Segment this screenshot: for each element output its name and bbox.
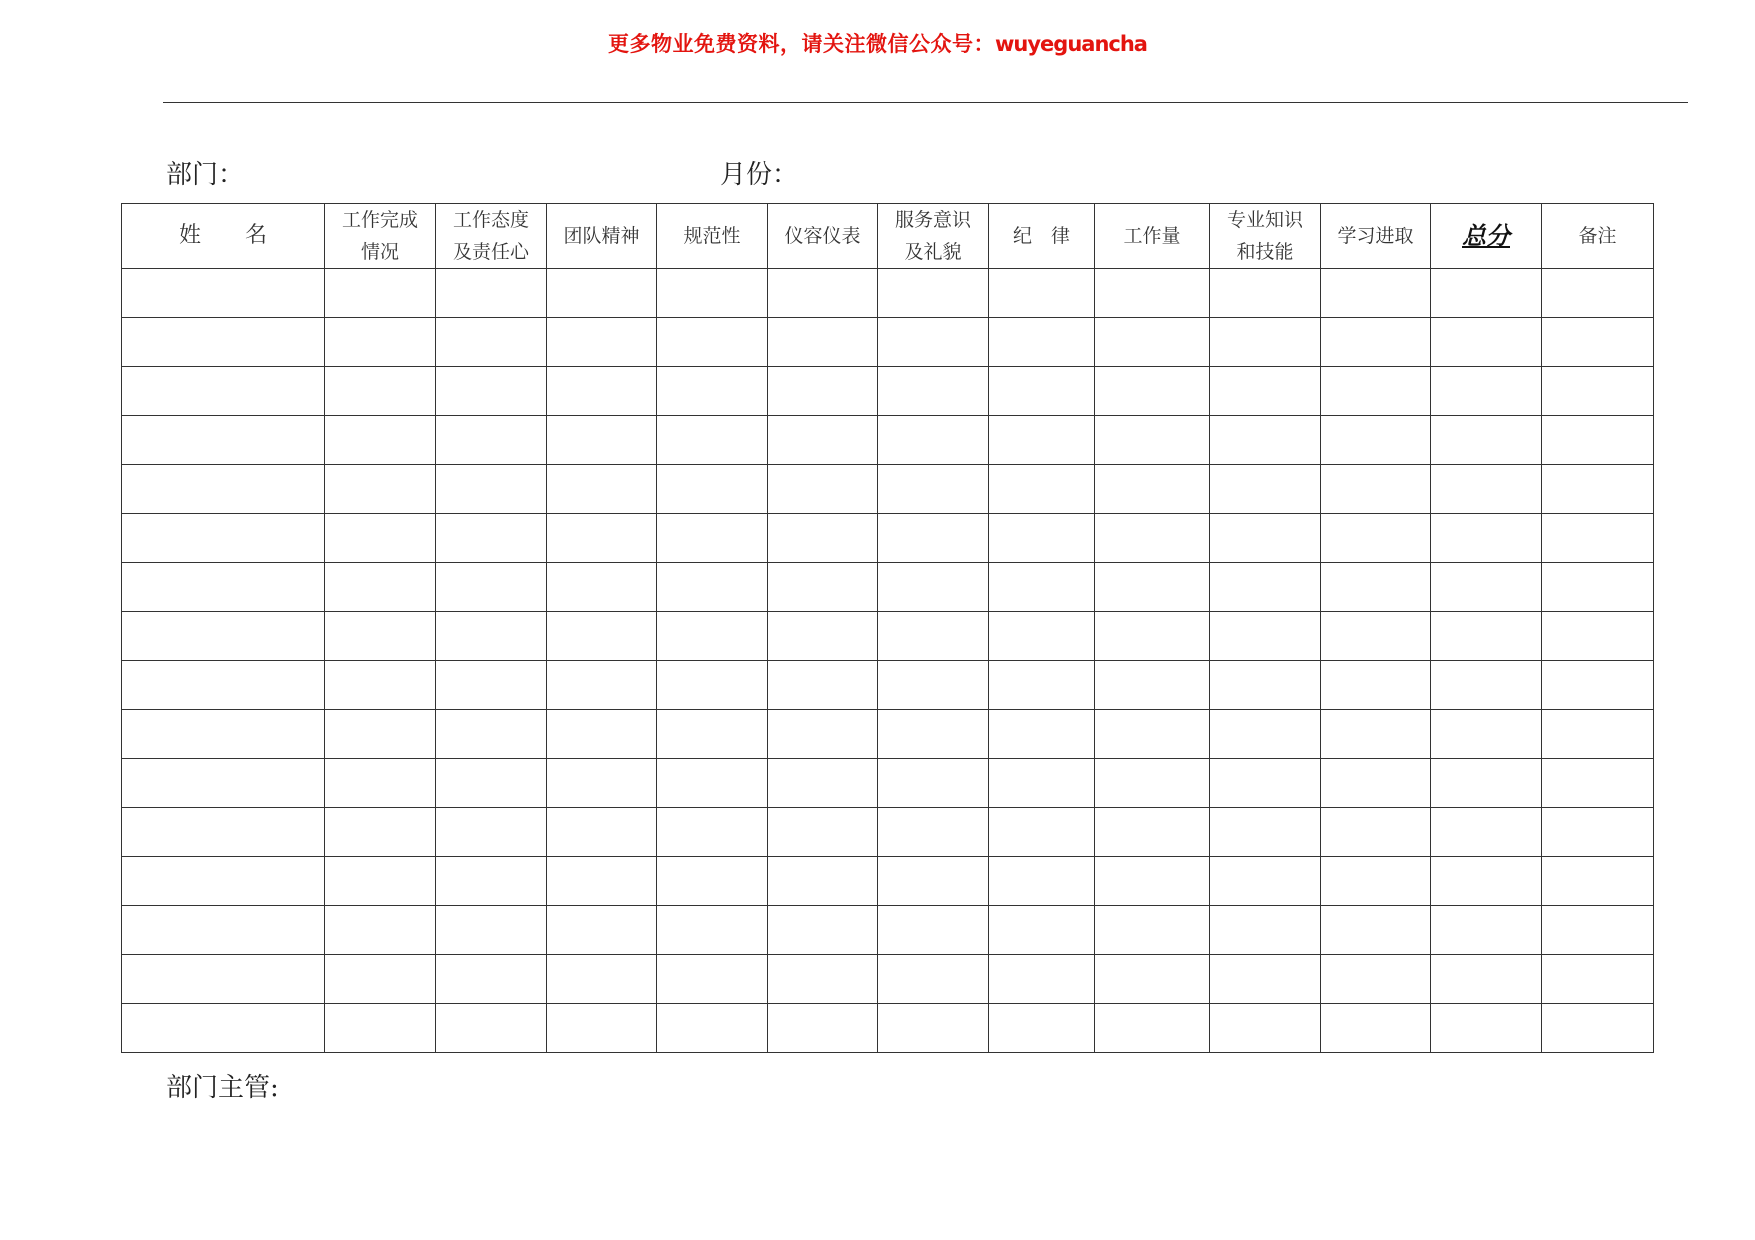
table-cell-total-score[interactable] [1431, 661, 1542, 710]
table-cell-service-awareness[interactable] [878, 318, 989, 367]
table-cell-professional-skills[interactable] [1210, 808, 1321, 857]
table-cell-standardization[interactable] [657, 416, 768, 465]
table-row [122, 710, 1654, 759]
table-cell-appearance[interactable] [768, 514, 878, 563]
table-cell-learning-progress[interactable] [1321, 612, 1431, 661]
table-cell-service-awareness[interactable] [878, 661, 989, 710]
table-cell-remarks[interactable] [1542, 269, 1654, 318]
table-row [122, 416, 1654, 465]
column-header-line: 情况 [360, 241, 399, 263]
table-cell-work-attitude[interactable] [436, 563, 547, 612]
column-header-line: 学习进取 [1337, 225, 1414, 247]
table-cell-discipline[interactable] [989, 759, 1095, 808]
column-header-line: 和技能 [1236, 241, 1294, 263]
table-cell-learning-progress[interactable] [1321, 416, 1431, 465]
table-cell-service-awareness[interactable] [878, 563, 989, 612]
table-cell-remarks[interactable] [1542, 563, 1654, 612]
table-cell-workload[interactable] [1095, 906, 1210, 955]
table-cell-standardization[interactable] [657, 269, 768, 318]
column-header-workload [1095, 204, 1210, 269]
table-cell-service-awareness[interactable] [878, 1004, 989, 1053]
table-cell-work-completion[interactable] [325, 465, 436, 514]
table-cell-work-completion[interactable] [325, 955, 436, 1004]
table-cell-name[interactable] [122, 465, 325, 514]
table-cell-remarks[interactable] [1542, 465, 1654, 514]
table-cell-work-completion[interactable] [325, 514, 436, 563]
table-cell-name[interactable] [122, 661, 325, 710]
table-cell-standardization[interactable] [657, 367, 768, 416]
table-row [122, 759, 1654, 808]
table-cell-workload[interactable] [1095, 563, 1210, 612]
table-cell-professional-skills[interactable] [1210, 612, 1321, 661]
table-cell-appearance[interactable] [768, 906, 878, 955]
table-cell-name[interactable] [122, 416, 325, 465]
column-header-line: 及责任心 [452, 241, 529, 263]
table-cell-remarks[interactable] [1542, 759, 1654, 808]
table-cell-work-attitude[interactable] [436, 465, 547, 514]
table-cell-professional-skills[interactable] [1210, 318, 1321, 367]
column-header-team-spirit [547, 204, 657, 269]
table-cell-service-awareness[interactable] [878, 612, 989, 661]
table-cell-standardization[interactable] [657, 563, 768, 612]
table-cell-team-spirit[interactable] [547, 857, 657, 906]
table-cell-total-score[interactable] [1431, 759, 1542, 808]
table-cell-team-spirit[interactable] [547, 808, 657, 857]
table-cell-discipline[interactable] [989, 563, 1095, 612]
table-cell-work-completion[interactable] [325, 416, 436, 465]
table-cell-service-awareness[interactable] [878, 906, 989, 955]
column-header-name [122, 204, 325, 269]
table-cell-name[interactable] [122, 1004, 325, 1053]
table-cell-workload[interactable] [1095, 612, 1210, 661]
table-cell-work-completion[interactable] [325, 367, 436, 416]
table-cell-learning-progress[interactable] [1321, 857, 1431, 906]
table-cell-service-awareness[interactable] [878, 465, 989, 514]
table-cell-total-score[interactable] [1431, 857, 1542, 906]
column-header-line: 工作态度 [452, 209, 529, 231]
column-header-standardization [657, 204, 768, 269]
table-cell-total-score[interactable] [1431, 416, 1542, 465]
table-cell-work-attitude[interactable] [436, 318, 547, 367]
table-cell-discipline[interactable] [989, 710, 1095, 759]
table-cell-appearance[interactable] [768, 612, 878, 661]
table-cell-appearance[interactable] [768, 955, 878, 1004]
table-cell-standardization[interactable] [657, 612, 768, 661]
table-cell-name[interactable] [122, 612, 325, 661]
table-cell-work-attitude[interactable] [436, 367, 547, 416]
table-cell-professional-skills[interactable] [1210, 759, 1321, 808]
table-cell-work-completion[interactable] [325, 661, 436, 710]
table-cell-total-score[interactable] [1431, 906, 1542, 955]
table-cell-name[interactable] [122, 269, 325, 318]
table-cell-remarks[interactable] [1542, 661, 1654, 710]
table-cell-remarks[interactable] [1542, 318, 1654, 367]
table-cell-professional-skills[interactable] [1210, 710, 1321, 759]
column-header-line: 工作量 [1123, 225, 1181, 247]
table-cell-work-attitude[interactable] [436, 955, 547, 1004]
table-cell-total-score[interactable] [1431, 318, 1542, 367]
table-cell-professional-skills[interactable] [1210, 367, 1321, 416]
table-cell-appearance[interactable] [768, 759, 878, 808]
table-cell-team-spirit[interactable] [547, 514, 657, 563]
table-cell-work-completion[interactable] [325, 563, 436, 612]
table-cell-remarks[interactable] [1542, 367, 1654, 416]
table-cell-learning-progress[interactable] [1321, 955, 1431, 1004]
table-cell-appearance[interactable] [768, 710, 878, 759]
table-cell-appearance[interactable] [768, 857, 878, 906]
promo-account-name: wuyeguancha [995, 32, 1147, 56]
table-cell-standardization[interactable] [657, 465, 768, 514]
table-cell-service-awareness[interactable] [878, 416, 989, 465]
department-label: 部门： [166, 160, 245, 190]
column-header-line: 纪 律 [1012, 225, 1070, 247]
table-row [122, 465, 1654, 514]
table-cell-name[interactable] [122, 808, 325, 857]
table-cell-workload[interactable] [1095, 514, 1210, 563]
table-cell-discipline[interactable] [989, 269, 1095, 318]
table-cell-professional-skills[interactable] [1210, 955, 1321, 1004]
table-cell-total-score[interactable] [1431, 563, 1542, 612]
table-cell-remarks[interactable] [1542, 906, 1654, 955]
table-cell-total-score[interactable] [1431, 1004, 1542, 1053]
table-cell-service-awareness[interactable] [878, 808, 989, 857]
table-cell-learning-progress[interactable] [1321, 269, 1431, 318]
table-cell-name[interactable] [122, 857, 325, 906]
column-header-line: 团队精神 [563, 225, 640, 247]
table-cell-total-score[interactable] [1431, 367, 1542, 416]
table-cell-team-spirit[interactable] [547, 759, 657, 808]
table-cell-appearance[interactable] [768, 269, 878, 318]
table-cell-work-attitude[interactable] [436, 612, 547, 661]
table-cell-team-spirit[interactable] [547, 269, 657, 318]
column-header-discipline [989, 204, 1095, 269]
table-cell-standardization[interactable] [657, 906, 768, 955]
table-cell-work-attitude[interactable] [436, 857, 547, 906]
month-label: 月份： [720, 160, 799, 190]
table-cell-remarks[interactable] [1542, 808, 1654, 857]
table-cell-professional-skills[interactable] [1210, 465, 1321, 514]
column-header-line: 总分 [1462, 222, 1510, 250]
table-cell-work-attitude[interactable] [436, 416, 547, 465]
table-cell-team-spirit[interactable] [547, 416, 657, 465]
table-cell-professional-skills[interactable] [1210, 906, 1321, 955]
table-cell-workload[interactable] [1095, 465, 1210, 514]
supervisor-label: 部门主管: [166, 1073, 279, 1103]
table-cell-appearance[interactable] [768, 1004, 878, 1053]
table-cell-discipline[interactable] [989, 661, 1095, 710]
promo-banner-text: 更多物业免费资料，请关注微信公众号： [608, 32, 996, 56]
table-cell-workload[interactable] [1095, 269, 1210, 318]
table-cell-total-score[interactable] [1431, 514, 1542, 563]
table-row [122, 514, 1654, 563]
table-cell-discipline[interactable] [989, 1004, 1095, 1053]
table-cell-learning-progress[interactable] [1321, 318, 1431, 367]
table-cell-work-attitude[interactable] [436, 759, 547, 808]
table-cell-workload[interactable] [1095, 1004, 1210, 1053]
table-cell-learning-progress[interactable] [1321, 367, 1431, 416]
table-cell-standardization[interactable] [657, 808, 768, 857]
column-header-remarks [1542, 204, 1654, 269]
column-header-line: 及礼貌 [904, 241, 962, 263]
header-divider [163, 102, 1688, 103]
table-row [122, 269, 1654, 318]
table-cell-standardization[interactable] [657, 710, 768, 759]
table-cell-discipline[interactable] [989, 857, 1095, 906]
table-cell-work-attitude[interactable] [436, 1004, 547, 1053]
column-header-line: 工作完成 [341, 209, 418, 231]
table-cell-remarks[interactable] [1542, 710, 1654, 759]
table-cell-service-awareness[interactable] [878, 367, 989, 416]
table-cell-remarks[interactable] [1542, 1004, 1654, 1053]
table-cell-appearance[interactable] [768, 318, 878, 367]
column-header-work-completion [325, 204, 436, 269]
table-cell-service-awareness[interactable] [878, 857, 989, 906]
table-cell-name[interactable] [122, 906, 325, 955]
table-cell-learning-progress[interactable] [1321, 514, 1431, 563]
table-cell-work-completion[interactable] [325, 612, 436, 661]
table-row [122, 563, 1654, 612]
table-cell-professional-skills[interactable] [1210, 563, 1321, 612]
table-cell-name[interactable] [122, 955, 325, 1004]
table-cell-learning-progress[interactable] [1321, 661, 1431, 710]
table-row [122, 661, 1654, 710]
table-cell-discipline[interactable] [989, 367, 1095, 416]
table-cell-work-completion[interactable] [325, 906, 436, 955]
column-header-line: 姓 名 [178, 223, 267, 248]
table-row [122, 367, 1654, 416]
table-cell-team-spirit[interactable] [547, 661, 657, 710]
table-cell-professional-skills[interactable] [1210, 857, 1321, 906]
table-cell-workload[interactable] [1095, 367, 1210, 416]
table-cell-standardization[interactable] [657, 514, 768, 563]
column-header-line: 规范性 [683, 225, 741, 247]
table-cell-appearance[interactable] [768, 367, 878, 416]
table-cell-learning-progress[interactable] [1321, 710, 1431, 759]
table-cell-name[interactable] [122, 367, 325, 416]
column-header-work-attitude [436, 204, 547, 269]
table-row [122, 955, 1654, 1004]
table-cell-professional-skills[interactable] [1210, 416, 1321, 465]
column-header-line: 服务意识 [894, 209, 971, 231]
table-cell-appearance[interactable] [768, 563, 878, 612]
table-cell-team-spirit[interactable] [547, 1004, 657, 1053]
table-cell-discipline[interactable] [989, 955, 1095, 1004]
table-cell-name[interactable] [122, 318, 325, 367]
table-row [122, 612, 1654, 661]
table-cell-work-completion[interactable] [325, 759, 436, 808]
table-cell-standardization[interactable] [657, 759, 768, 808]
table-cell-workload[interactable] [1095, 857, 1210, 906]
table-row [122, 808, 1654, 857]
table-cell-team-spirit[interactable] [547, 318, 657, 367]
table-cell-remarks[interactable] [1542, 416, 1654, 465]
table-cell-work-attitude[interactable] [436, 808, 547, 857]
table-cell-workload[interactable] [1095, 318, 1210, 367]
table-cell-learning-progress[interactable] [1321, 1004, 1431, 1053]
table-cell-standardization[interactable] [657, 1004, 768, 1053]
table-cell-professional-skills[interactable] [1210, 514, 1321, 563]
table-cell-discipline[interactable] [989, 514, 1095, 563]
table-cell-work-completion[interactable] [325, 1004, 436, 1053]
table-body [122, 269, 1654, 1053]
table-cell-service-awareness[interactable] [878, 514, 989, 563]
table-cell-name[interactable] [122, 514, 325, 563]
table-cell-learning-progress[interactable] [1321, 759, 1431, 808]
table-cell-discipline[interactable] [989, 612, 1095, 661]
table-cell-remarks[interactable] [1542, 514, 1654, 563]
table-row [122, 906, 1654, 955]
table-cell-appearance[interactable] [768, 808, 878, 857]
table-cell-work-attitude[interactable] [436, 710, 547, 759]
table-cell-team-spirit[interactable] [547, 563, 657, 612]
table-cell-service-awareness[interactable] [878, 955, 989, 1004]
table-cell-name[interactable] [122, 563, 325, 612]
table-cell-workload[interactable] [1095, 416, 1210, 465]
column-header-line: 专业知识 [1226, 209, 1303, 231]
table-cell-learning-progress[interactable] [1321, 906, 1431, 955]
table-cell-total-score[interactable] [1431, 269, 1542, 318]
table-cell-total-score[interactable] [1431, 612, 1542, 661]
table-cell-team-spirit[interactable] [547, 955, 657, 1004]
table-row [122, 857, 1654, 906]
table-cell-learning-progress[interactable] [1321, 808, 1431, 857]
table-cell-workload[interactable] [1095, 661, 1210, 710]
table-cell-name[interactable] [122, 759, 325, 808]
table-cell-work-completion[interactable] [325, 318, 436, 367]
column-header-line: 仪容仪表 [784, 225, 861, 247]
table-cell-professional-skills[interactable] [1210, 269, 1321, 318]
table-cell-work-completion[interactable] [325, 857, 436, 906]
table-cell-learning-progress[interactable] [1321, 465, 1431, 514]
table-cell-standardization[interactable] [657, 857, 768, 906]
column-header-appearance [768, 204, 878, 269]
table-cell-remarks[interactable] [1542, 857, 1654, 906]
header-row [122, 204, 1654, 269]
table-cell-workload[interactable] [1095, 955, 1210, 1004]
column-header-service-awareness [878, 204, 989, 269]
table-cell-workload[interactable] [1095, 710, 1210, 759]
table-cell-total-score[interactable] [1431, 710, 1542, 759]
table-cell-team-spirit[interactable] [547, 367, 657, 416]
table-cell-service-awareness[interactable] [878, 759, 989, 808]
table-cell-team-spirit[interactable] [547, 612, 657, 661]
promo-banner [0, 28, 1755, 58]
table-cell-work-attitude[interactable] [436, 269, 547, 318]
table-header [122, 204, 1654, 269]
column-header-line: 备注 [1578, 225, 1617, 247]
table-cell-work-completion[interactable] [325, 808, 436, 857]
table-cell-total-score[interactable] [1431, 808, 1542, 857]
table-cell-workload[interactable] [1095, 759, 1210, 808]
table-cell-remarks[interactable] [1542, 612, 1654, 661]
table-cell-work-attitude[interactable] [436, 661, 547, 710]
table-cell-work-completion[interactable] [325, 710, 436, 759]
table-cell-standardization[interactable] [657, 955, 768, 1004]
table-cell-remarks[interactable] [1542, 955, 1654, 1004]
table-cell-discipline[interactable] [989, 906, 1095, 955]
table-cell-team-spirit[interactable] [547, 465, 657, 514]
table-cell-service-awareness[interactable] [878, 710, 989, 759]
table-cell-team-spirit[interactable] [547, 906, 657, 955]
table-cell-discipline[interactable] [989, 808, 1095, 857]
table-cell-service-awareness[interactable] [878, 269, 989, 318]
table-cell-professional-skills[interactable] [1210, 1004, 1321, 1053]
column-header-learning-progress [1321, 204, 1431, 269]
table-cell-team-spirit[interactable] [547, 710, 657, 759]
table-cell-standardization[interactable] [657, 661, 768, 710]
table-cell-total-score[interactable] [1431, 955, 1542, 1004]
table-cell-work-completion[interactable] [325, 269, 436, 318]
table-cell-professional-skills[interactable] [1210, 661, 1321, 710]
table-cell-appearance[interactable] [768, 465, 878, 514]
table-cell-total-score[interactable] [1431, 465, 1542, 514]
table-cell-standardization[interactable] [657, 318, 768, 367]
table-cell-work-attitude[interactable] [436, 906, 547, 955]
table-cell-work-attitude[interactable] [436, 514, 547, 563]
table-row [122, 1004, 1654, 1053]
performance-score-table [121, 203, 1654, 1053]
table-cell-learning-progress[interactable] [1321, 563, 1431, 612]
table-cell-discipline[interactable] [989, 416, 1095, 465]
table-cell-workload[interactable] [1095, 808, 1210, 857]
column-header-professional-skills [1210, 204, 1321, 269]
table-cell-discipline[interactable] [989, 465, 1095, 514]
table-cell-discipline[interactable] [989, 318, 1095, 367]
table-cell-appearance[interactable] [768, 416, 878, 465]
table-cell-name[interactable] [122, 710, 325, 759]
table-cell-appearance[interactable] [768, 661, 878, 710]
column-header-total-score [1431, 204, 1542, 269]
table-row [122, 318, 1654, 367]
